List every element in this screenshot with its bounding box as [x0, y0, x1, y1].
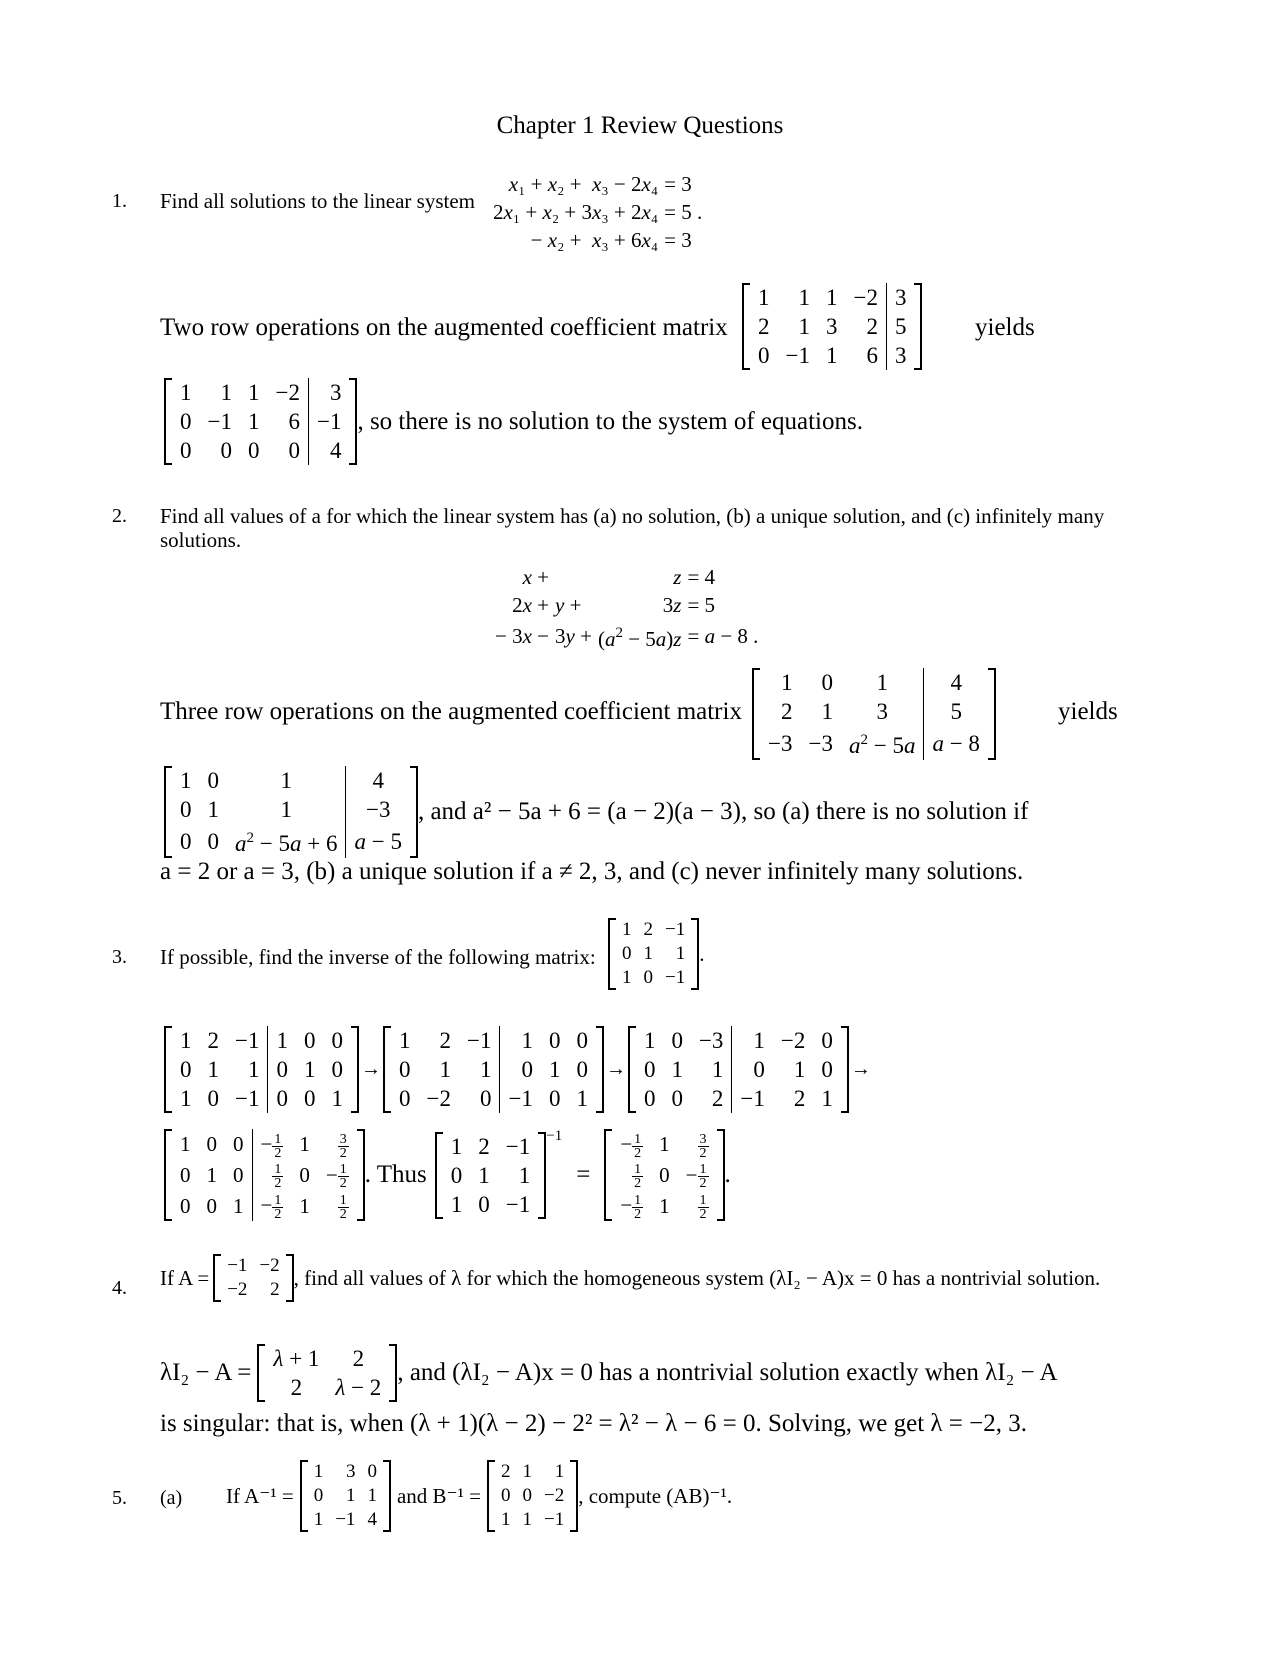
q1-prompt: Find all solutions to the linear system — [160, 189, 475, 213]
q5-matrix-b-inverse: 2 1 1 0 0 −2 1 1 −1 — [487, 1460, 578, 1532]
q3-row-reduction-line2: 1 0 0 − $\frac{1}{2}$ 1 $\frac{3}{2}$ 0 1 0 $\frac{1}{2}$ 0 − $\frac{1}{2}$ 0 0 1 − $\frac{1}{2}$ 1 $\frac{1}{2}$ . Thus 1 2 −1 0 1 1 1 0 −1 −1 = − $\frac{1}{2}$ 1 $\frac{3}{2}$ $\frac{1}{2}$ 0 − $\frac{1}{2}$ − $\frac{1}{2}$ 1 $\frac{1}{2}$ . — [164, 1129, 731, 1221]
q4-prompt-if: If A = — [160, 1265, 210, 1290]
q4-prompt-row — [160, 1254, 1100, 1302]
arrow-icon: → — [605, 1058, 626, 1080]
q3-number: 3. — [112, 946, 127, 968]
q1-row-op-text: Two row operations on the augmented coefficient matrix — [160, 314, 728, 341]
q5-and-text: and B⁻¹ = — [396, 1483, 481, 1508]
q1-number: 1. — [112, 190, 127, 212]
q4-matrix-lambda: λ + 1 2 2 λ − 2 — [257, 1344, 397, 1402]
q4-prompt-rest: , find all values of λ for which the homogeneous system (λI₂ − A)x = 0 has a nontrivial solution. — [293, 1265, 1101, 1290]
q2-yields: yields — [1058, 698, 1118, 725]
q2-final-text: a = 2 or a = 3, (b) a unique solution if a ≠ 2, 3, and (c) never infinitely many solutions. — [160, 858, 1024, 885]
q1-augmented-matrix: 1 1 1 −2 3 2 1 3 2 5 0 −1 1 6 3 — [742, 283, 922, 370]
q3-inverse-lhs: 1 2 −1 0 1 1 1 0 −1 −1 — [435, 1132, 562, 1219]
page-title: Chapter 1 Review Questions — [496, 112, 784, 139]
q1-equation-system: x₁ + x₂ + x₃ − 2x₄ = 3 2x₁ + x₂ + 3x₃ + 2x₄ = 5 . − x₂ + x₃ + 6x₄ = 3 — [493, 172, 703, 252]
q2-reduced-row — [164, 766, 1028, 858]
q3-step3-matrix: 1 0 −3 1 −2 0 0 1 1 0 1 0 0 0 2 −1 2 1 — [628, 1026, 849, 1113]
q1-conclusion: , so there is no solution to the system of equations. — [357, 407, 863, 435]
q5-number: 5. — [112, 1487, 127, 1509]
q4-solution-row — [160, 1344, 1058, 1402]
q3-step1-matrix: 1 2 −1 1 0 0 0 1 1 0 1 0 1 0 −1 0 0 1 — [164, 1026, 359, 1113]
q1-yields: yields — [975, 314, 1035, 341]
q2-prompt-cont: solutions. — [160, 528, 242, 552]
q3-matrix: 1 2 −1 0 1 1 1 0 −1 — [608, 918, 699, 990]
q3-thus: . Thus — [364, 1161, 427, 1189]
q3-row-reduction-line1 — [164, 1026, 873, 1113]
q4-lhs: λI₂ − A = — [160, 1359, 252, 1386]
arrow-icon: → — [850, 1058, 871, 1080]
q5-if-text: If A⁻¹ = — [226, 1483, 294, 1508]
q2-prompt: Find all values of a for which the linear system has (a) no solution, (b) a unique solution, and (c) infinitely many — [160, 504, 1105, 528]
q4-number: 4. — [112, 1277, 127, 1299]
q2-factor-text: , and a² − 5a + 6 = (a − 2)(a − 3), so (a) there is no solution if — [417, 798, 1029, 825]
q2-reduced-matrix: 1 0 1 4 0 1 1 −3 0 0 $a^2 - 5a + 6$ a − 5 — [164, 766, 418, 858]
q3-matrix-row: 1 2 −1 0 1 1 1 0 −1 . — [608, 918, 704, 990]
q2-augmented-matrix: 1 0 1 4 2 1 3 5 −3 −3 $a^2 - 5a$ a − 8 — [752, 668, 996, 760]
q4-text1: , and (λI₂ − A)x = 0 has a nontrivial solution exactly when λI₂ − A — [397, 1359, 1058, 1386]
q1-reduced-matrix: 1 1 1 −2 3 0 −1 1 6 −1 0 0 0 0 4 — [164, 378, 357, 465]
q4-text2: is singular: that is, when (λ + 1)(λ − 2) − 2² = λ² − λ − 6 = 0. Solving, we get λ = −2, 3. — [160, 1410, 1028, 1437]
q1-reduced-row — [164, 378, 863, 465]
q5-compute-text: , compute (AB)⁻¹. — [578, 1483, 733, 1508]
q5-part-a: (a) — [160, 1487, 183, 1509]
q3-step2-matrix: 1 2 −1 1 0 0 0 1 1 0 1 0 0 −2 0 −1 0 1 — [383, 1026, 604, 1113]
q3-final-augmented-matrix: 1 0 0 − $\frac{1}{2}$ 1 $\frac{3}{2}$ 0 1 0 $\frac{1}{2}$ 0 − $\frac{1}{2}$ 0 0 1 − $\frac{1}{2}$ 1 $\frac{1}{2}$ — [164, 1129, 365, 1221]
q3-prompt: If possible, find the inverse of the following matrix: — [160, 945, 596, 969]
q5-matrix-a-inverse: 1 3 0 0 1 1 1 −1 4 — [300, 1460, 391, 1532]
q3-inverse-result: − $\frac{1}{2}$ 1 $\frac{3}{2}$ $\frac{1}{2}$ 0 − $\frac{1}{2}$ − $\frac{1}{2}$ 1 $\frac{1}{2}$ — [604, 1129, 724, 1221]
q4-matrix-a: −1 −2 −2 2 — [213, 1254, 293, 1302]
q2-row-op-text: Three row operations on the augmented coefficient matrix — [160, 698, 742, 725]
q2-number: 2. — [112, 505, 127, 527]
q5-prompt-row — [226, 1460, 732, 1532]
arrow-icon: → — [360, 1058, 381, 1080]
q2-equation-system: x + z = 4 2x + y + 3z = 5 − 3x − 3y + $(a^2 - 5a)z$ = a − 8 . — [495, 565, 759, 651]
